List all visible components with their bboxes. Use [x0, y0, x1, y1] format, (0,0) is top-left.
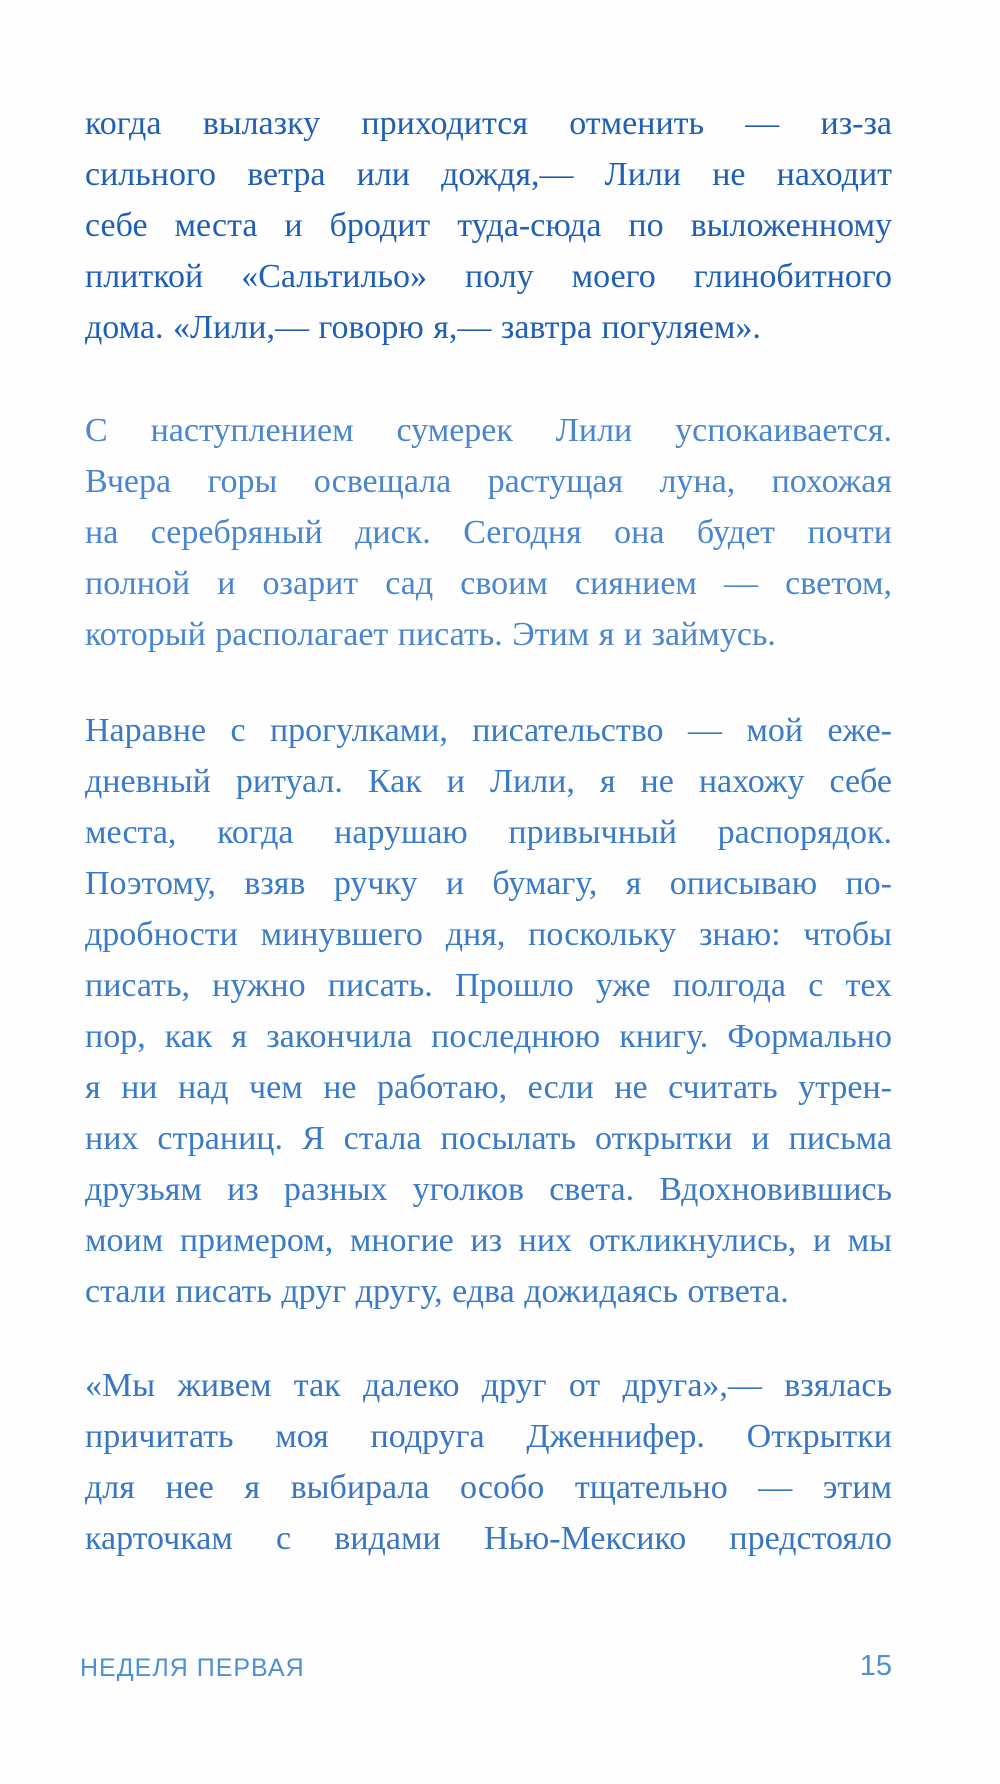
text-line: я ни над чем не работаю, если не считать утрен-: [85, 1069, 892, 1106]
text-line: полной и озарит сад своим сиянием — светом,: [85, 565, 892, 602]
text-line: Наравне с прогулками, писательство — мой еже-: [85, 712, 892, 749]
text-line: карточкам с видами Нью-Мексико предстояло: [85, 1520, 892, 1557]
text-line: них страниц. Я стала посылать открытки и письма: [85, 1120, 892, 1157]
text-line: дробности минувшего дня, поскольку знаю: чтобы: [85, 916, 892, 953]
text-line: Вчера горы освещала растущая луна, похожая: [85, 463, 892, 500]
paragraph-2: [85, 405, 892, 660]
text-line: писать, нужно писать. Прошло уже полгода с тех: [85, 967, 892, 1004]
text-line: дома. «Лили,— говорю я,— завтра погуляем».: [85, 309, 761, 346]
page-number: 15: [859, 1650, 892, 1682]
text-line: друзьям из разных уголков света. Вдохновившись: [85, 1171, 892, 1208]
text-line: когда вылазку приходится отменить — из-за: [85, 105, 892, 142]
text-line: пор, как я закончила последнюю книгу. Формально: [85, 1018, 892, 1055]
text-line: плиткой «Сальтильо» полу моего глинобитного: [85, 258, 892, 295]
text-line: места, когда нарушаю привычный распорядок.: [85, 814, 892, 851]
text-line: на серебряный диск. Сегодня она будет почти: [85, 514, 892, 551]
text-line: «Мы живем так далеко друг от друга»,— взялась: [85, 1367, 892, 1404]
text-line: себе места и бродит туда-сюда по выложенному: [85, 207, 892, 244]
text-line: сильного ветра или дождя,— Лили не находит: [85, 156, 892, 193]
paragraph-3: [85, 705, 892, 1317]
text-line: С наступлением сумерек Лили успокаивается.: [85, 412, 892, 449]
text-line: стали писать друг другу, едва дожидаясь ответа.: [85, 1273, 789, 1310]
paragraph-4: [85, 1360, 892, 1564]
running-head: НЕДЕЛЯ ПЕРВАЯ: [80, 1654, 305, 1682]
text-line: который располагает писать. Этим я и займусь.: [85, 616, 776, 653]
text-line: причитать моя подруга Дженнифер. Открытки: [85, 1418, 892, 1455]
text-line: Поэтому, взяв ручку и бумагу, я описываю по-: [85, 865, 892, 902]
text-line: для нее я выбирала особо тщательно — этим: [85, 1469, 892, 1506]
text-line: моим примером, многие из них откликнулись, и мы: [85, 1222, 892, 1259]
paragraph-1: [85, 98, 892, 353]
text-line: дневный ритуал. Как и Лили, я не нахожу себе: [85, 763, 892, 800]
page-footer: [80, 1650, 892, 1694]
